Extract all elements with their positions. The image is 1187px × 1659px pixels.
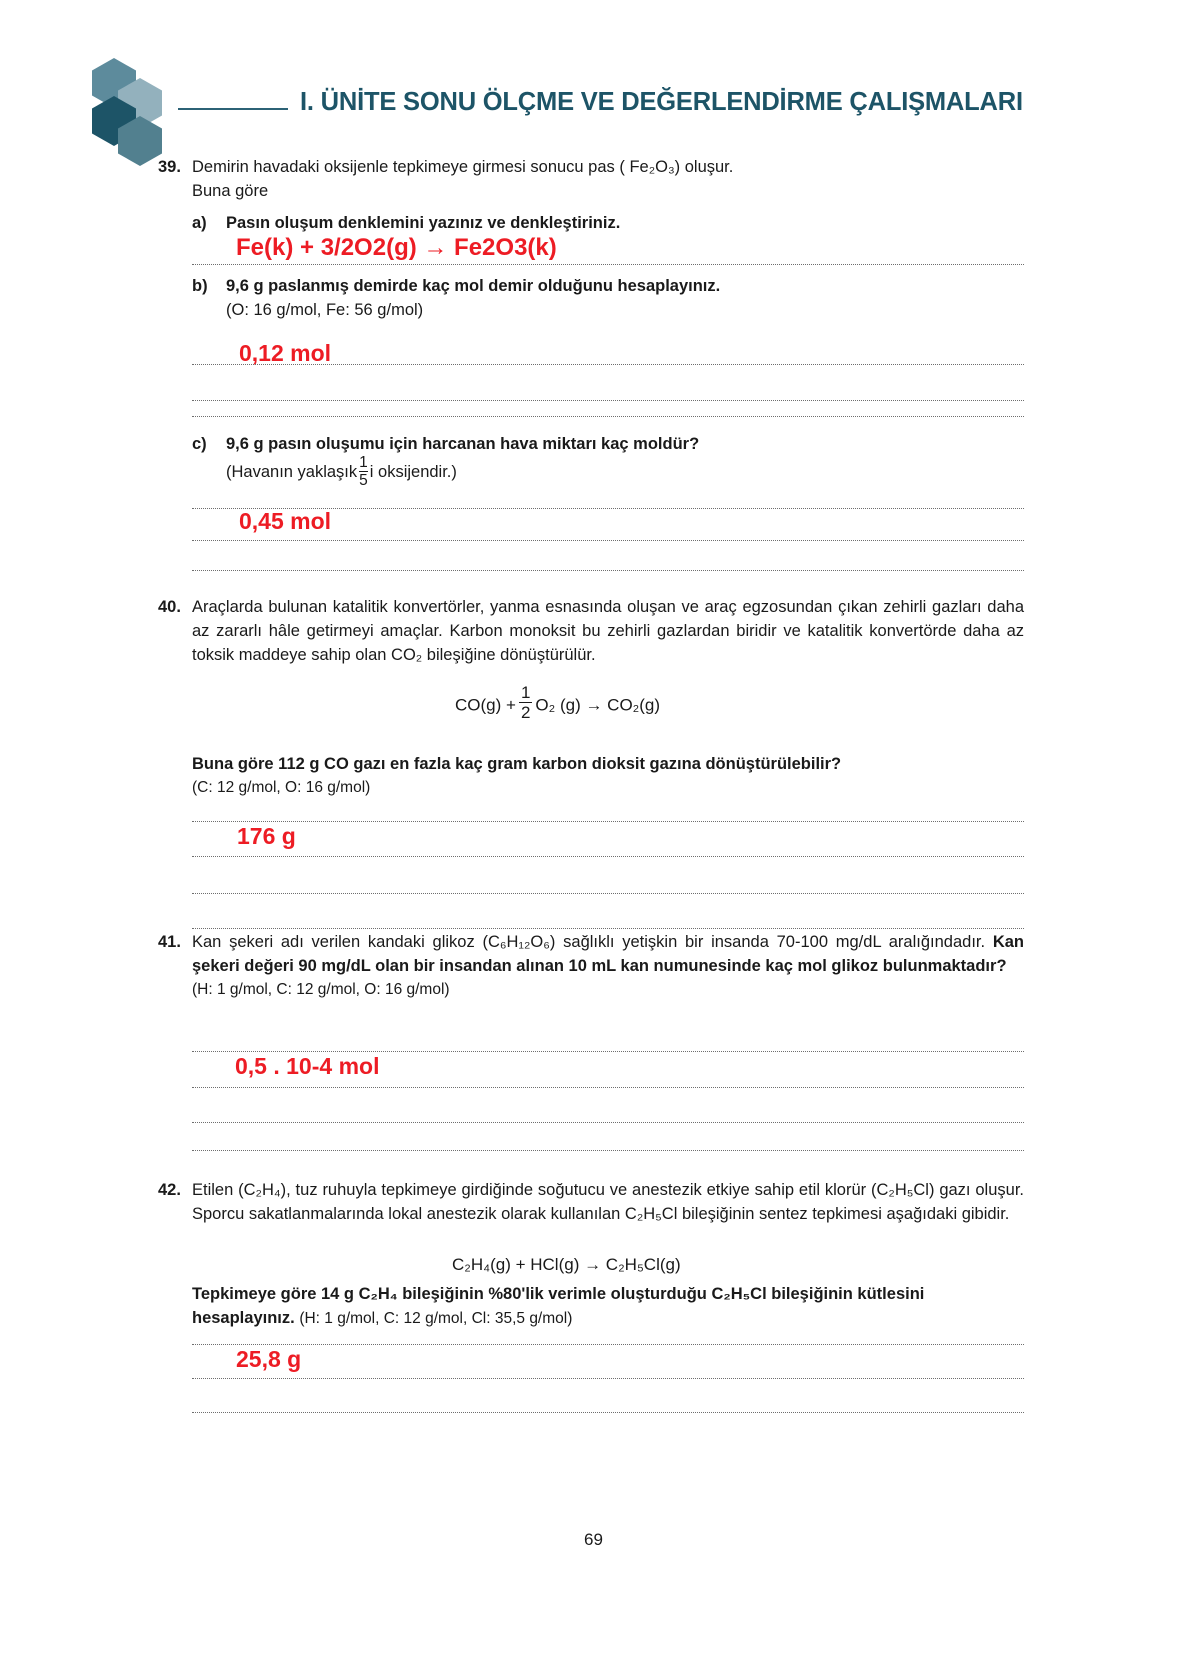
answer-42: 25,8 g <box>236 1346 302 1372</box>
part-a-text: Pasın oluşum denklemini yazınız ve denkleştiriniz. <box>226 214 621 232</box>
question-42-equation: C₂H₄(g) + HCl(g) → C₂H₅Cl(g) <box>452 1255 681 1274</box>
question-40-body: Araçlarda bulunan katalitik konvertörler, yanma esnasında oluşan ve araç egzosundan çıkan zehirli gazları daha az zararlı hâle getirmeyi amaçlar. Karbon monoksit bu zehirli gazlardan biridir ve katalitik konvertörde daha az toksik maddeye sahip olan CO₂ bileşiğine dönüştürülür. <box>192 598 1024 664</box>
question-42-bold-question: Tepkimeye göre 14 g C₂H₄ bileşiğinin %80'lik verimle oluşturduğu C₂H₅Cl bileşiğinin kütlesini hesaplayınız. <box>192 1285 925 1327</box>
fraction-one-fifth <box>359 456 368 488</box>
answer-rule-42-1 <box>192 1344 1024 1345</box>
question-41-given: (H: 1 g/mol, C: 12 g/mol, O: 16 g/mol) <box>192 981 450 998</box>
answer-rule-40-4 <box>192 928 1024 929</box>
answer-rule-42-3 <box>192 1412 1024 1413</box>
question-42-prompt <box>158 1282 1024 1331</box>
answer-39a: Fe(k) + 3/2O2(g) → Fe2O3(k) <box>236 234 557 261</box>
part-c-given <box>226 456 1024 488</box>
answer-40: 176 g <box>237 823 296 849</box>
part-b-given: (O: 16 g/mol, Fe: 56 g/mol) <box>226 301 424 319</box>
part-c-text: 9,6 g pasın oluşumu için harcanan hava miktarı kaç moldür? <box>226 435 700 453</box>
part-c-given-prefix: (Havanın yaklaşık <box>226 462 358 481</box>
part-a-label: a) <box>192 214 207 232</box>
answer-rule-41-3 <box>192 1122 1024 1123</box>
question-41 <box>158 930 1024 1002</box>
question-42-number: 42. <box>158 1181 181 1199</box>
answer-rule-39b-3 <box>192 416 1024 417</box>
answer-rule-40-2 <box>192 856 1024 857</box>
question-39-part-a <box>192 211 1024 235</box>
question-39-part-b <box>158 274 1024 322</box>
answer-39b: 0,12 mol <box>239 340 332 366</box>
question-40-number: 40. <box>158 598 181 616</box>
answer-rule-42-2 <box>192 1378 1024 1379</box>
question-40 <box>158 595 1024 667</box>
page-number: 69 <box>584 1530 603 1549</box>
page-header <box>0 0 1187 150</box>
question-39-number: 39. <box>158 158 181 176</box>
answer-39c: 0,45 mol <box>239 508 332 534</box>
question-41-body-bold: Kan şekeri değeri 90 mg/dL olan bir insandan alınan 10 mL kan numunesinde kaç mol glikoz bulunmaktadır? <box>192 933 1024 975</box>
equation-right: O₂ (g) → CO₂(g) <box>535 695 661 715</box>
equation-left: CO(g) + <box>455 695 516 715</box>
part-c-block <box>192 432 1024 488</box>
question-42-prompt-line <box>192 1282 1024 1331</box>
question-42-body: Etilen (C₂H₄), tuz ruhuyla tepkimeye girdiğinde soğutucu ve anestezik etkiye sahip etil klorür (C₂H₅Cl) gazı oluşur. Sporcu sakatlanmalarında lokal anestezik olarak kullanılan C₂H₅Cl bileşiğinin sentez tepkimesi aşağıdaki gibidir. <box>192 1181 1024 1223</box>
answer-rule-39c-2 <box>192 540 1024 541</box>
answer-rule-41-2 <box>192 1087 1024 1088</box>
question-41-body <box>192 930 1024 978</box>
page-title: I. ÜNİTE SONU ÖLÇME VE DEĞERLENDİRME ÇALIŞMALARI <box>300 88 1023 116</box>
answer-41: 0,5 . 10-4 mol <box>235 1053 380 1079</box>
fraction-denominator: 5 <box>359 472 368 489</box>
part-c-given-suffix: i oksijendir.) <box>369 462 457 481</box>
question-41-body-part1: Kan şekeri adı verilen kandaki glikoz (C₆H₁₂O₆) sağlıklı yetişkin bir insanda 70-100 mg/dL aralığındadır. <box>192 933 993 951</box>
question-40-equation <box>455 683 661 723</box>
answer-rule-41-1 <box>192 1051 1024 1052</box>
question-42-given: (H: 1 g/mol, C: 12 g/mol, Cl: 35,5 g/mol) <box>299 1310 573 1327</box>
question-40-prompt <box>158 752 1024 800</box>
hexagon-logo <box>92 58 172 154</box>
answer-rule-39c-1 <box>192 508 1024 509</box>
answer-rule-39b-1 <box>192 364 1024 365</box>
question-39-part-c <box>158 432 1024 488</box>
question-42 <box>158 1178 1024 1226</box>
question-39 <box>158 155 1024 235</box>
fraction-denominator: 2 <box>520 703 531 722</box>
question-40-given: (C: 12 g/mol, O: 16 g/mol) <box>192 779 371 796</box>
fraction-numerator: 1 <box>520 683 531 702</box>
question-39-intro-line2: Buna göre <box>192 182 269 200</box>
part-b-block <box>192 274 1024 322</box>
question-41-number: 41. <box>158 933 181 951</box>
question-40-bold-question: Buna göre 112 g CO gazı en fazla kaç gram karbon dioksit gazına dönüştürülebilir? <box>192 755 842 773</box>
fraction-numerator: 1 <box>359 454 368 471</box>
part-b-text: 9,6 g paslanmış demirde kaç mol demir olduğunu hesaplayınız. <box>226 277 721 295</box>
part-c-label: c) <box>192 435 207 453</box>
answer-rule-39c-3 <box>192 570 1024 571</box>
header-divider-line <box>178 108 288 110</box>
answer-rule-40-1 <box>192 821 1024 822</box>
answer-rule-39a-1 <box>192 264 1024 265</box>
answer-rule-40-3 <box>192 893 1024 894</box>
question-39-intro: Demirin havadaki oksijenle tepkimeye girmesi sonucu pas ( Fe₂O₃) oluşur. <box>192 158 734 176</box>
answer-rule-41-4 <box>192 1150 1024 1151</box>
part-b-label: b) <box>192 277 208 295</box>
fraction-one-half <box>519 685 532 721</box>
answer-rule-39b-2 <box>192 400 1024 401</box>
